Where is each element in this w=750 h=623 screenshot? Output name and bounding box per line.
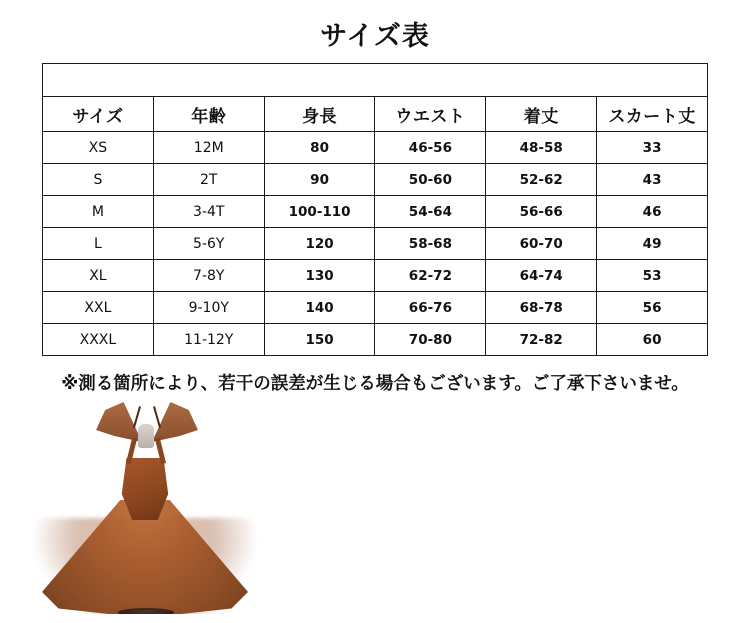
cell-skirt-length: 43 — [597, 164, 708, 196]
cell-height: 150 — [264, 324, 375, 356]
size-table-container — [42, 63, 708, 356]
dress-illustration — [30, 400, 260, 623]
cell-age: 12M — [153, 132, 264, 164]
cell-waist: 46-56 — [375, 132, 486, 164]
cell-size: S — [43, 164, 154, 196]
cell-dress-length: 68-78 — [486, 292, 597, 324]
cell-size: XL — [43, 260, 154, 292]
cell-waist: 50-60 — [375, 164, 486, 196]
cell-waist: 62-72 — [375, 260, 486, 292]
cell-height: 90 — [264, 164, 375, 196]
cell-size: XXL — [43, 292, 154, 324]
cell-dress-length: 52-62 — [486, 164, 597, 196]
cell-dress-length: 56-66 — [486, 196, 597, 228]
cell-waist: 70-80 — [375, 324, 486, 356]
cell-waist: 54-64 — [375, 196, 486, 228]
column-header-skirt-length: スカート丈 — [597, 97, 708, 132]
table-spacer-row — [43, 64, 708, 97]
size-chart-page — [0, 14, 750, 623]
table-row — [43, 228, 708, 260]
cell-size: XS — [43, 132, 154, 164]
cell-skirt-length: 33 — [597, 132, 708, 164]
cell-age: 3-4T — [153, 196, 264, 228]
page-title: サイズ表 — [320, 21, 430, 52]
cell-waist: 58-68 — [375, 228, 486, 260]
cell-skirt-length: 60 — [597, 324, 708, 356]
cell-height: 100-110 — [264, 196, 375, 228]
cell-height: 140 — [264, 292, 375, 324]
table-row — [43, 132, 708, 164]
column-header-age: 年齢 — [153, 97, 264, 132]
bottom-margin — [0, 614, 750, 623]
cell-skirt-length: 56 — [597, 292, 708, 324]
size-table — [42, 63, 708, 356]
cell-size: M — [43, 196, 154, 228]
table-row — [43, 292, 708, 324]
table-row — [43, 324, 708, 356]
cell-height: 120 — [264, 228, 375, 260]
table-header-row — [43, 97, 708, 132]
table-row — [43, 260, 708, 292]
column-header-dress-length: 着丈 — [486, 97, 597, 132]
column-header-size: サイズ — [43, 97, 154, 132]
cell-age: 2T — [153, 164, 264, 196]
cell-skirt-length: 53 — [597, 260, 708, 292]
measurement-disclaimer: ※測る箇所により、若干の誤差が生じる場合もございます。ご了承下さいませ。 — [61, 374, 689, 394]
cell-dress-length: 48-58 — [486, 132, 597, 164]
cell-skirt-length: 49 — [597, 228, 708, 260]
column-header-waist: ウエスト — [375, 97, 486, 132]
cell-waist: 66-76 — [375, 292, 486, 324]
cell-dress-length: 60-70 — [486, 228, 597, 260]
cell-age: 5-6Y — [153, 228, 264, 260]
table-row — [43, 164, 708, 196]
antenna-right — [153, 406, 161, 428]
table-row — [43, 196, 708, 228]
cell-age: 11-12Y — [153, 324, 264, 356]
cell-size: XXXL — [43, 324, 154, 356]
mannequin-neck — [138, 424, 154, 448]
cell-dress-length: 72-82 — [486, 324, 597, 356]
table-spacer-cell — [43, 64, 708, 97]
cell-dress-length: 64-74 — [486, 260, 597, 292]
cell-height: 130 — [264, 260, 375, 292]
cell-skirt-length: 46 — [597, 196, 708, 228]
cell-age: 7-8Y — [153, 260, 264, 292]
cell-age: 9-10Y — [153, 292, 264, 324]
size-table-body — [43, 64, 708, 356]
product-photo — [0, 400, 750, 623]
cell-size: L — [43, 228, 154, 260]
column-header-height: 身長 — [264, 97, 375, 132]
cell-height: 80 — [264, 132, 375, 164]
